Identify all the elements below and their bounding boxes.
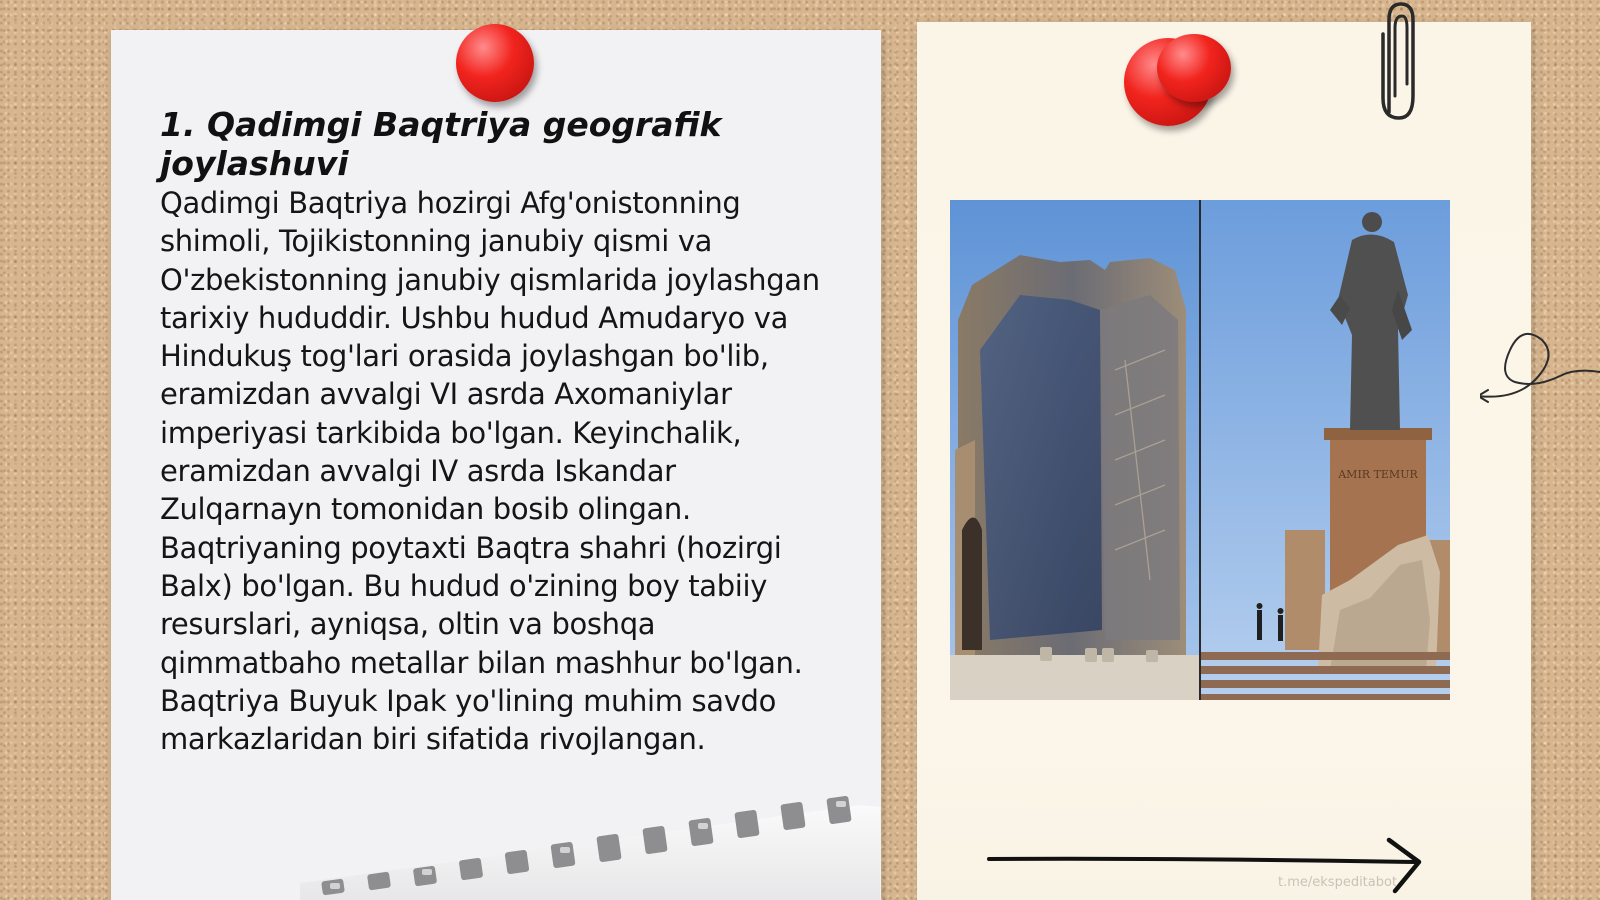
torn-paper-strip: [300, 795, 880, 900]
slide-body-text: Qadimgi Baqtriya hozirgi Afg'onistonning shimoli, Tojikistonning janubiy qismi va O'zbekistonning janubiy qismlarida joylashgan tarixiy hududdir. Ushbu hudud Amudaryo va Hindukuş tog'lari orasida joylashgan bo'lib, eramizdan avvalgi VI asrda Axomaniylar imperiyasi tarkibida bo'lgan. Keyinchalik, eramizdan avvalgi IV asrda Iskandar Zulqarnayn tomonidan bosib olingan. Baqtriyaning poytaxti Baqtra shahri (hozirgi Balx) bo'lgan. Bu hudud o'zining boy tabiiy resurslari, ayniqsa, oltin va boshqa qimmatbaho metallar bilan mashhur bo'lgan. Baqtriya Buyuk Ipak yo'lining muhim savdo markazlaridan biri sifatida rivojlangan.: [160, 186, 820, 757]
monument-inscription: AMIR TEMUR: [1338, 468, 1418, 481]
red-push-pin-icon: [456, 24, 534, 102]
red-push-pin-icon: [1157, 34, 1231, 102]
slide-title: 1. Qadimgi Baqtriya geografik joylashuvi: [160, 105, 722, 183]
swirl-arrow-icon: [1480, 310, 1600, 410]
monument-photo: [950, 200, 1450, 700]
paperclip-icon: [1375, 0, 1423, 125]
watermark-text: t.me/ekspeditabot: [1278, 875, 1398, 890]
